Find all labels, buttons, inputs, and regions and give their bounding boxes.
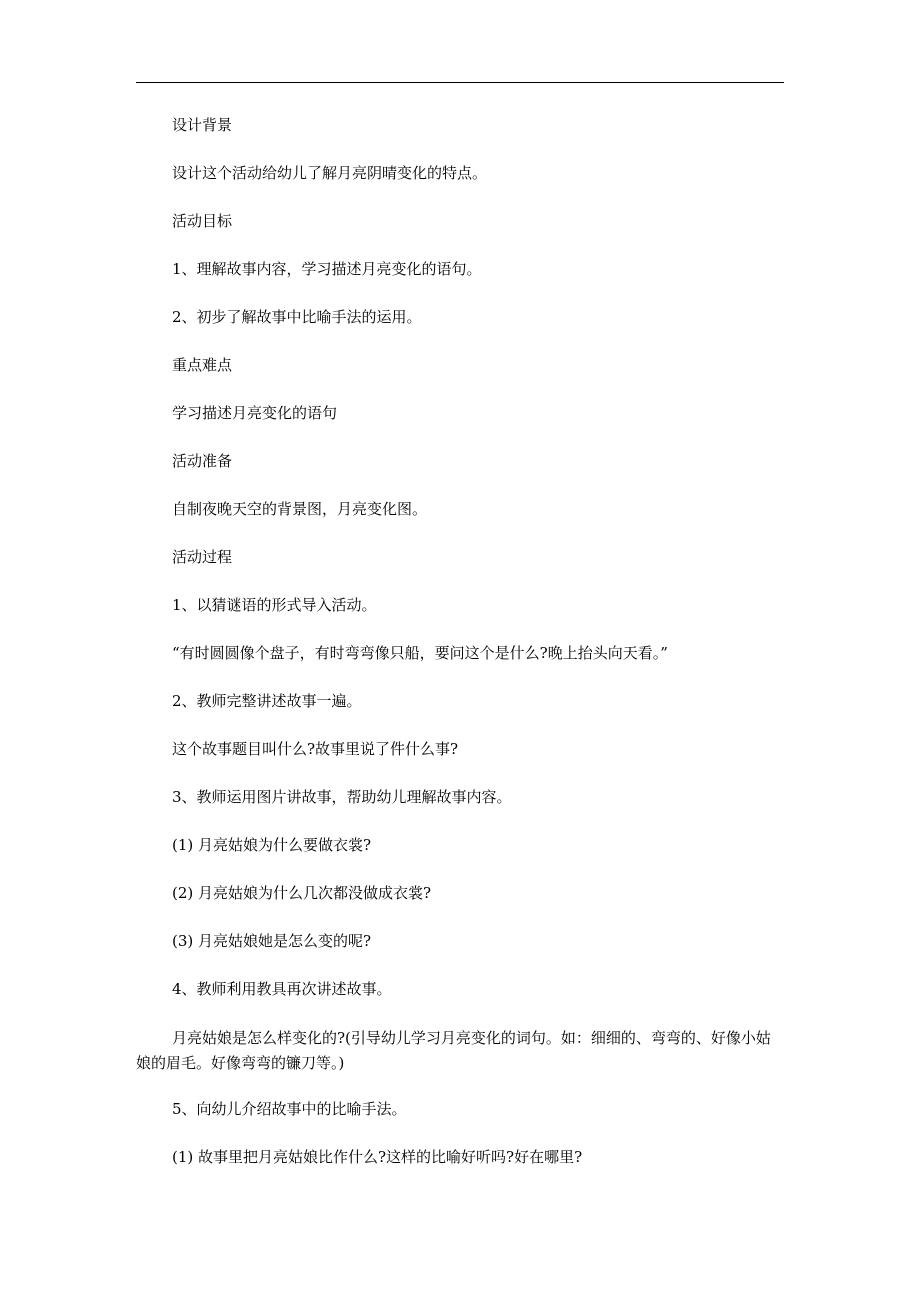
heading-key-points: 重点难点 [172,356,233,374]
sub-item: (2) 月亮姑娘为什么几次都没做成衣裳? [172,884,432,902]
paragraph: 学习描述月亮变化的语句 [172,404,338,422]
quote-riddle: “有时圆圆像个盘子，有时弯弯像只船，要问这个是什么?晚上抬头向天看。” [172,644,668,662]
sub-item: (1) 月亮姑娘为什么要做衣裳? [172,836,372,854]
sub-item: (1) 故事里把月亮姑娘比作什么?这样的比喻好听吗?好在哪里? [172,1148,583,1166]
list-item: 2、教师完整讲述故事一遍。 [172,692,362,710]
header-rule [136,82,784,83]
paragraph: 这个故事题目叫什么?故事里说了件什么事? [172,740,459,758]
heading-preparation: 活动准备 [172,452,233,470]
paragraph-wrapped: 月亮姑娘是怎么样变化的?(引导幼儿学习月亮变化的词句。如：细细的、弯弯的、好像小姑娘的眉毛。好像弯弯的镰刀等。) [136,1029,771,1072]
paragraph: 设计这个活动给幼儿了解月亮阴晴变化的特点。 [172,164,488,182]
heading-activity-goals: 活动目标 [172,212,233,230]
list-item: 1、以猜谜语的形式导入活动。 [172,596,377,614]
list-item: 1、理解故事内容，学习描述月亮变化的语句。 [172,260,482,278]
list-item: 2、初步了解故事中比喻手法的运用。 [172,308,422,326]
list-item: 3、教师运用图片讲故事，帮助幼儿理解故事内容。 [172,788,512,806]
paragraph: 自制夜晚天空的背景图，月亮变化图。 [172,500,428,518]
heading-process: 活动过程 [172,548,233,566]
list-item: 5、向幼儿介绍故事中的比喻手法。 [172,1100,407,1118]
list-item: 4、教师利用教具再次讲述故事。 [172,980,392,998]
heading-design-background: 设计背景 [172,116,233,134]
sub-item: (3) 月亮姑娘她是怎么变的呢? [172,932,372,950]
